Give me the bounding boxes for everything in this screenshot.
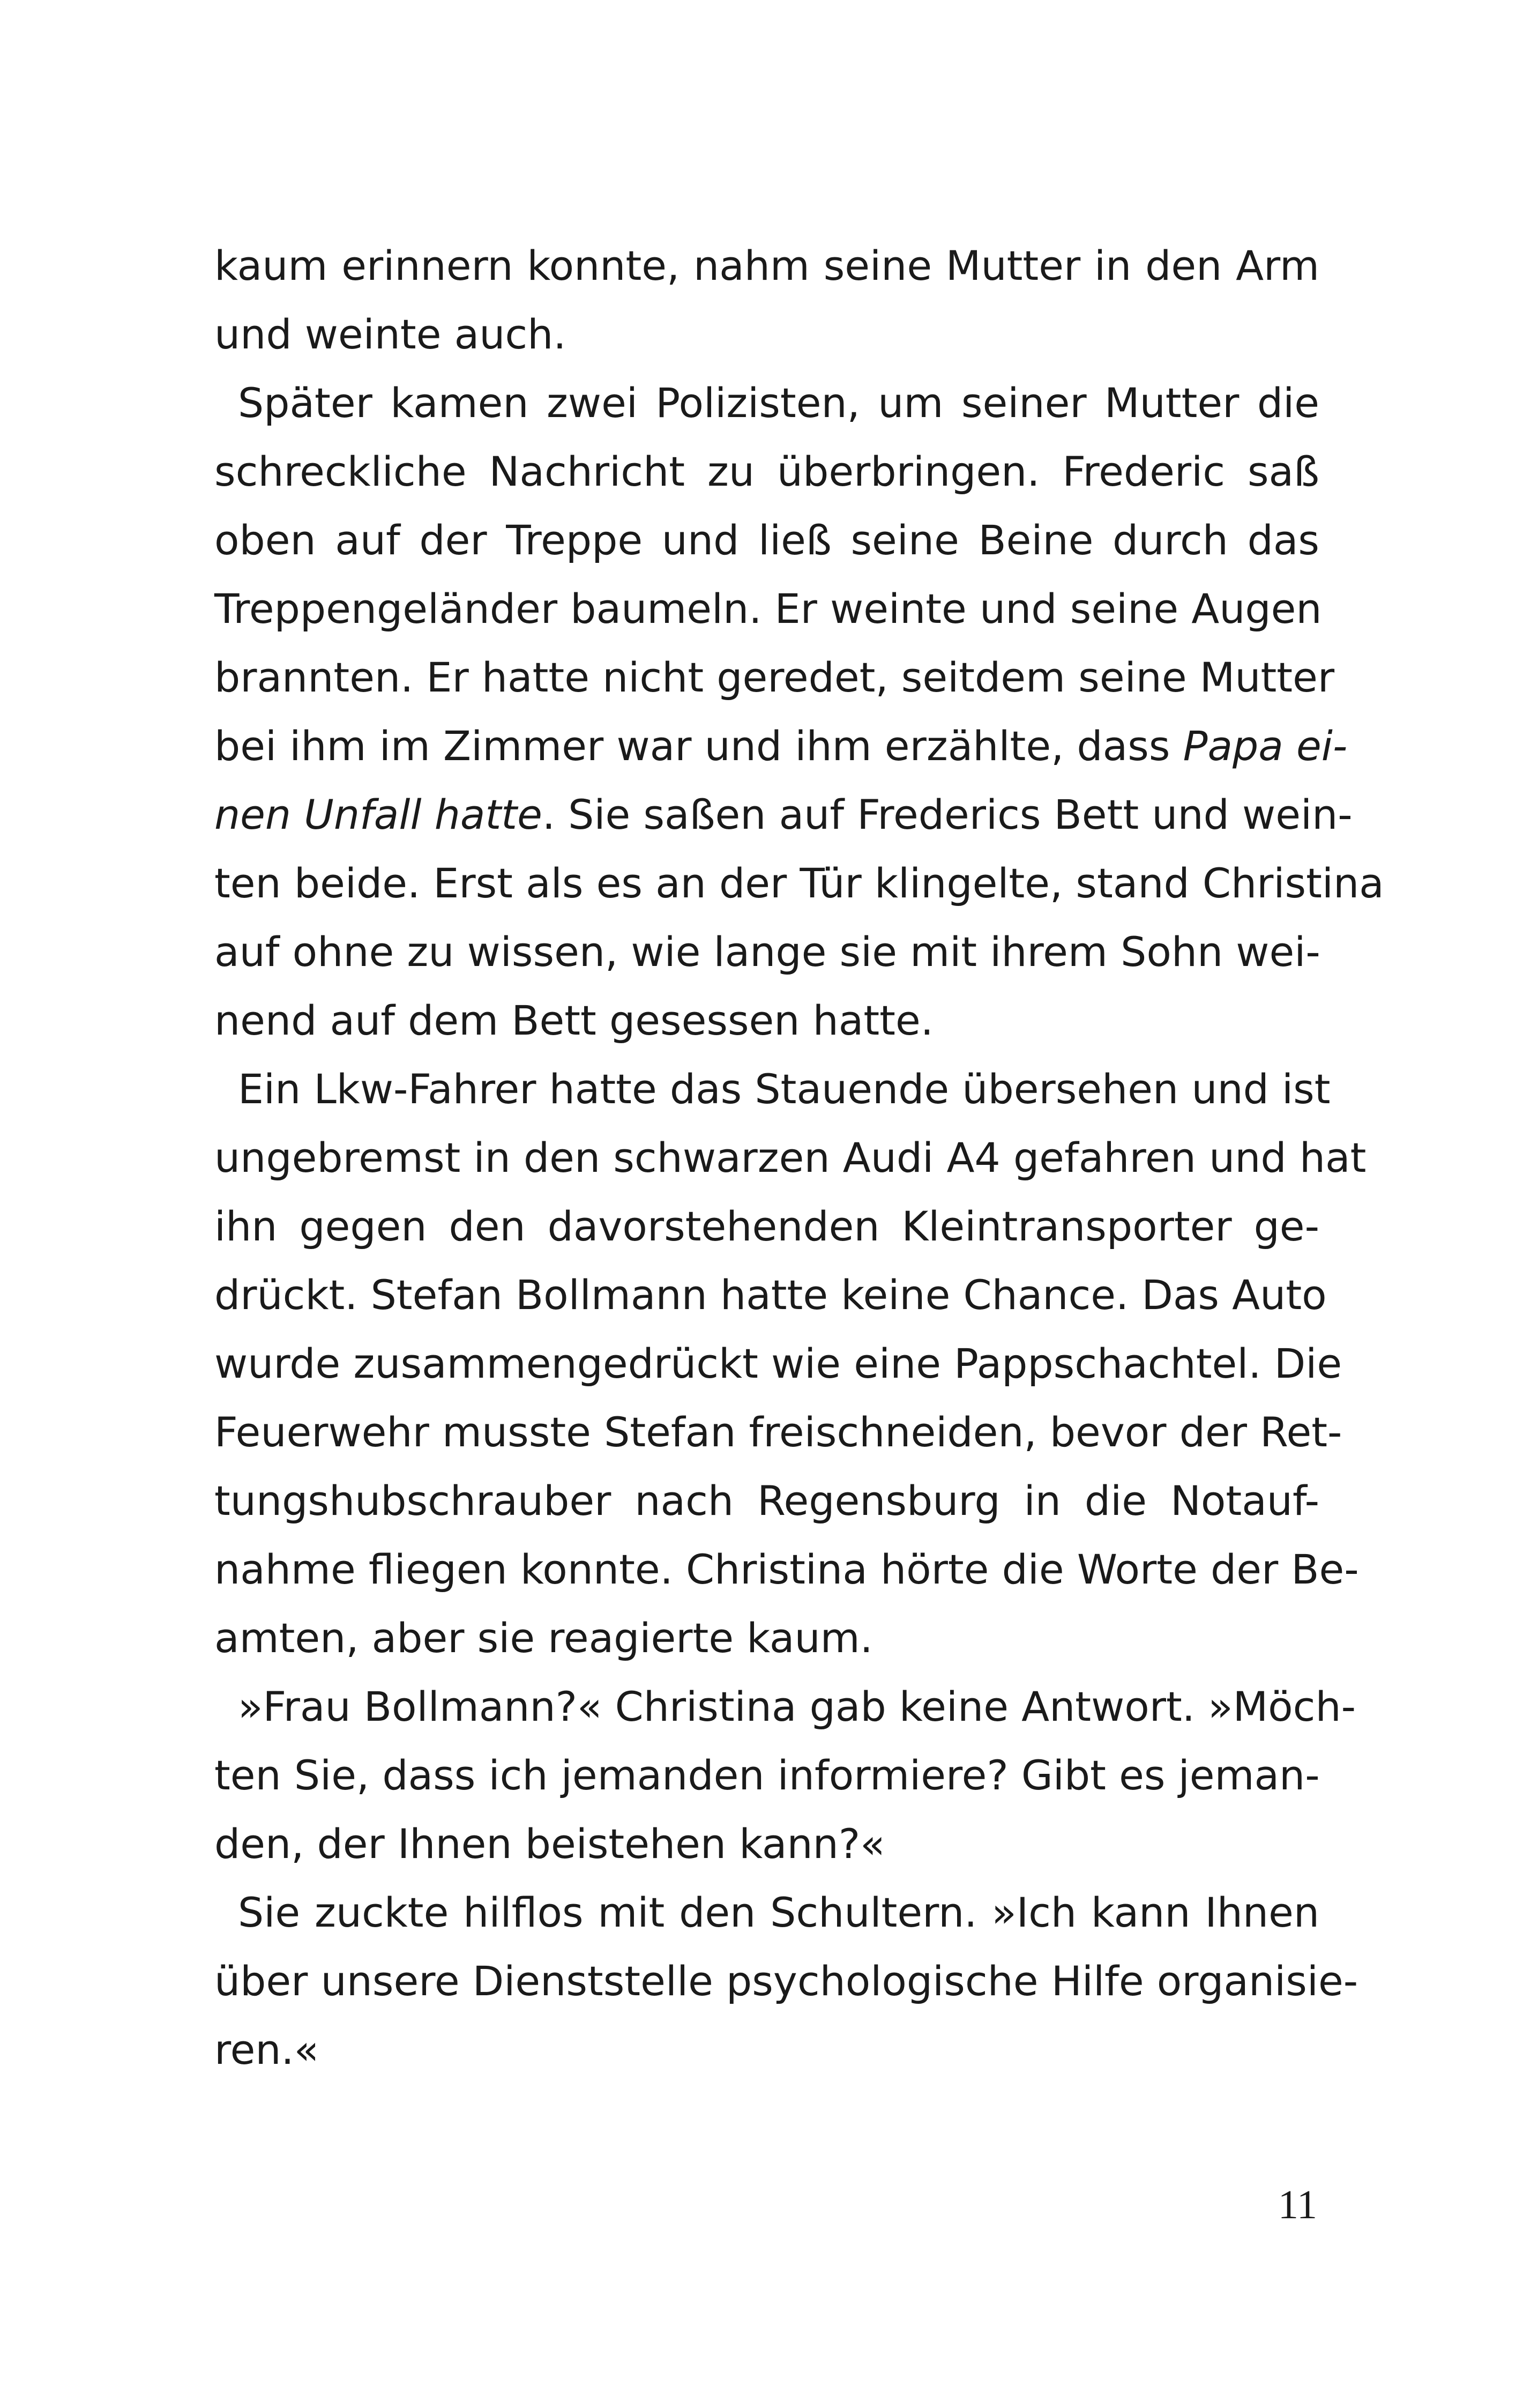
text-line: amten, aber sie reagierte kaum. [214,1614,873,1662]
text-line: ten beide. Erst als es an der Tür klingelte, stand Christina [214,859,1384,907]
text-line: Später kamen zwei Polizisten, um seiner Mutter die [238,379,1319,427]
text-line: Feuerwehr musste Stefan freischneiden, bevor der Ret- [214,1408,1342,1456]
text-line: Ein Lkw-Fahrer hatte das Stauende übersehen und ist [238,1065,1331,1113]
text-line: nahme fliegen konnte. Christina hörte die Worte der Be- [214,1545,1359,1593]
text-line: ungebremst in den schwarzen Audi A4 gefahren und hat [214,1134,1367,1181]
text-segment: . Sie saßen auf Frederics Bett und wein- [542,791,1353,838]
text-line [214,712,1348,781]
text-line: wurde zusammengedrückt wie eine Pappschachtel. Die [214,1340,1342,1387]
text-line: ren.« [214,2026,319,2073]
text-line: und weinte auch. [214,310,566,358]
italic-text: nen Unfall hatte [214,791,542,838]
text-line: »Frau Bollmann?« Christina gab keine Antwort. »Möch- [238,1683,1356,1730]
text-line: schreckliche Nachricht zu überbringen. Frederic saß [214,448,1319,495]
text-line [214,781,1353,849]
body-text [214,232,1384,2084]
text-line: drückt. Stefan Bollmann hatte keine Chance. Das Auto [214,1271,1327,1319]
italic-text: Papa ei- [1183,722,1348,770]
text-line: auf ohne zu wissen, wie lange sie mit ihrem Sohn wei- [214,928,1320,976]
text-line: oben auf der Treppe und ließ seine Beine durch das [214,516,1319,564]
text-line: tungshubschrauber nach Regensburg in die Notauf- [214,1477,1319,1525]
text-line: ihn gegen den davorstehenden Kleintransporter ge- [214,1202,1319,1250]
text-segment: bei ihm im Zimmer war und ihm erzählte, dass [214,722,1183,770]
page-number: 11 [1278,2182,1317,2227]
text-line: Treppengeländer baumeln. Er weinte und seine Augen [214,585,1322,633]
text-line: Sie zuckte hilflos mit den Schultern. »Ich kann Ihnen [238,1889,1319,1936]
text-line: den, der Ihnen beistehen kann?« [214,1820,885,1868]
text-line: ten Sie, dass ich jemanden informiere? Gibt es jeman- [214,1751,1320,1799]
text-line: nend auf dem Bett gesessen hatte. [214,997,934,1044]
text-line: über unsere Dienststelle psychologische Hilfe organisie- [214,1957,1358,2005]
text-line: brannten. Er hatte nicht geredet, seitdem seine Mutter [214,653,1335,701]
text-line: kaum erinnern konnte, nahm seine Mutter in den Arm [214,242,1319,289]
